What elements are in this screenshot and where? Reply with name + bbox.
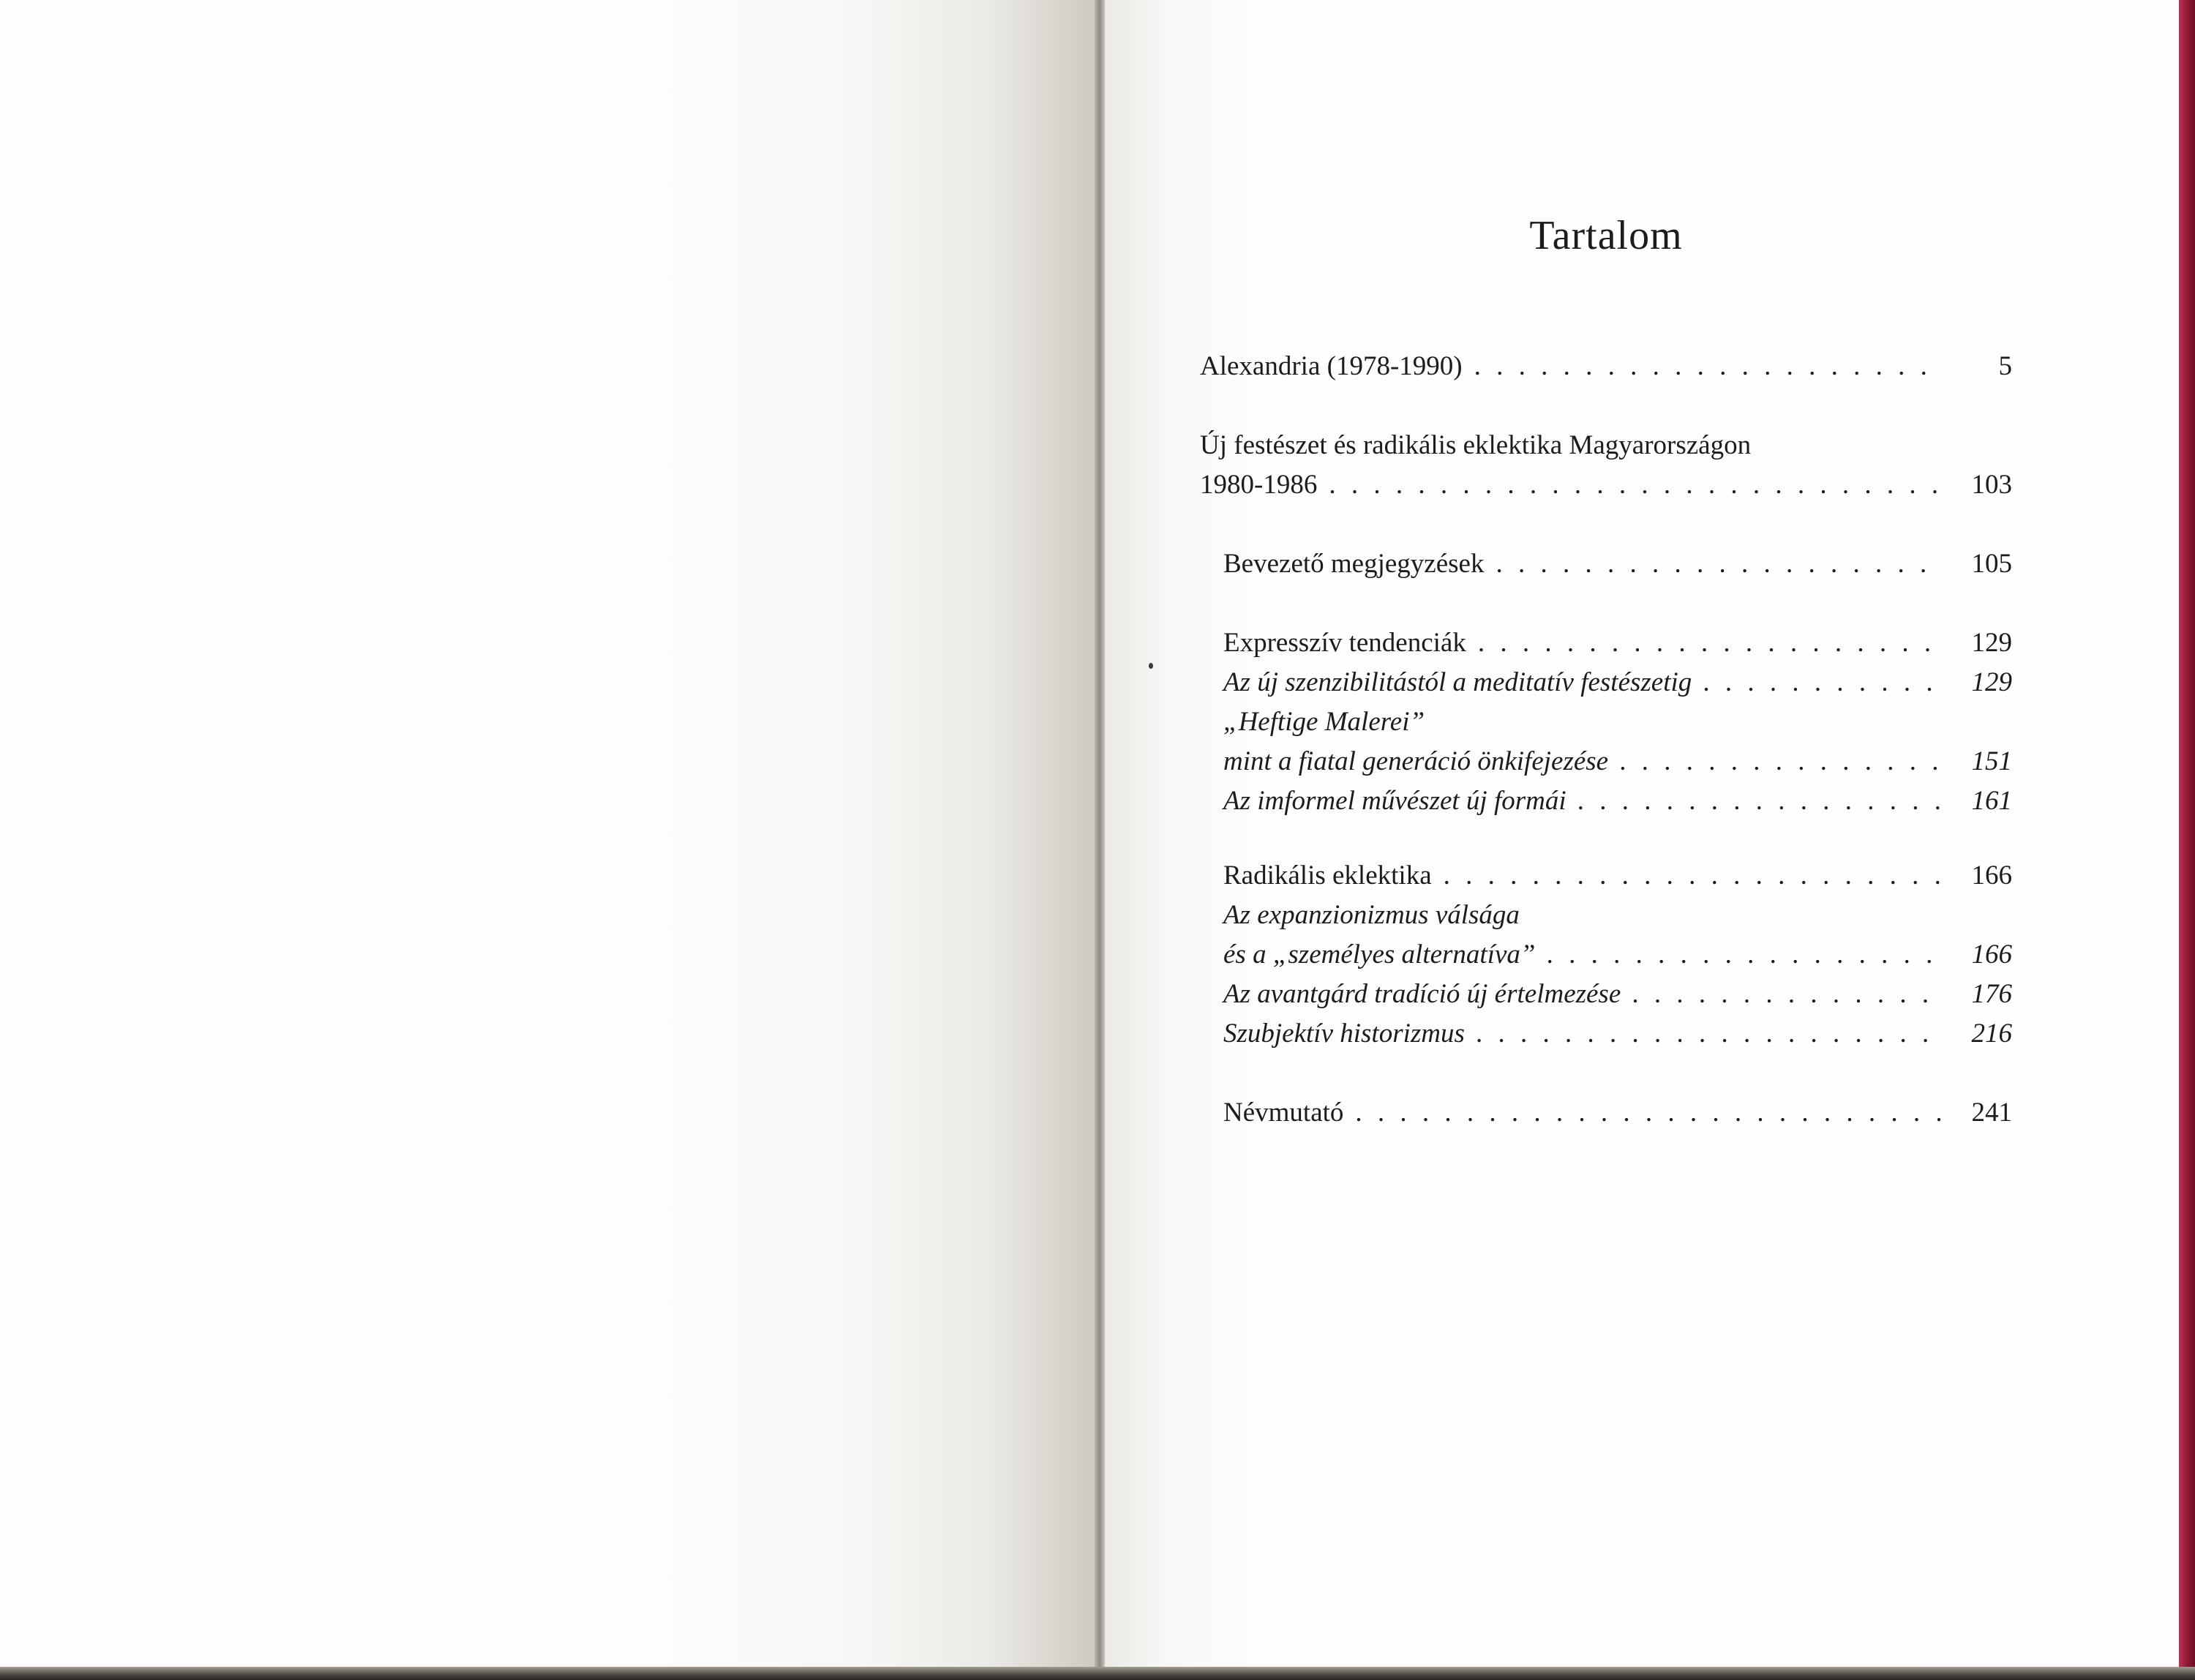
dot-leader	[1477, 1014, 1942, 1054]
entry-label: Expresszív tendenciák	[1223, 628, 1466, 658]
left-page-blank	[0, 0, 1098, 1668]
toc-entry-heftige	[1200, 742, 2012, 781]
page-number: 129	[1971, 628, 2012, 658]
entry-label: Névmutató	[1223, 1098, 1344, 1128]
book-gutter	[1095, 0, 1105, 1668]
dot-leader	[1444, 856, 1942, 896]
cover-edge	[2179, 0, 2195, 1680]
dot-leader	[1578, 781, 1942, 821]
toc-entry-radikalis	[1200, 856, 2012, 896]
ink-mark	[1149, 663, 1153, 669]
page-title: Tartalom	[1529, 213, 1683, 258]
entry-label: Az avantgárd tradíció új értelmezése	[1223, 979, 1621, 1009]
dot-leader	[1478, 623, 1942, 663]
toc-entry-expanzionizmus	[1200, 935, 2012, 975]
toc-entry-avantgard	[1200, 975, 2012, 1014]
page-number: 105	[1971, 549, 2012, 579]
dot-leader	[1496, 544, 1942, 584]
entry-label: Az imformel művészet új formái	[1223, 786, 1566, 816]
dot-leader	[1474, 347, 1942, 386]
entry-label: és a „személyes alternatíva”	[1223, 940, 1536, 970]
dot-leader	[1620, 742, 1942, 781]
dot-leader	[1632, 975, 1942, 1014]
toc-entry-alexandria	[1200, 347, 2012, 386]
page-number: 161	[1971, 786, 2012, 816]
toc-entry-szenzibilitas	[1200, 663, 2012, 702]
toc-entry-szubjektiv	[1200, 1014, 2012, 1054]
dot-leader	[1703, 663, 1942, 702]
toc-entry-nevmutato	[1200, 1093, 2012, 1133]
page-number: 151	[1971, 746, 2012, 776]
entry-label: Radikális eklektika	[1223, 860, 1432, 890]
toc-entry-expressziv	[1200, 623, 2012, 663]
entry-label-line: Új festészet és radikális eklektika Magyarországon	[1200, 430, 1752, 460]
page-number: 241	[1971, 1098, 2012, 1128]
entry-label-line: Az expanzionizmus válsága	[1223, 900, 1520, 930]
entry-label: 1980-1986	[1200, 470, 1318, 500]
entry-label-line: „Heftige Malerei”	[1223, 707, 1425, 737]
entry-label: Az új szenzibilitástól a meditatív festészetig	[1223, 667, 1692, 697]
entry-label: Bevezető megjegyzések	[1223, 549, 1485, 579]
page-number: 5	[1998, 351, 2012, 381]
entry-label: Szubjektív historizmus	[1223, 1019, 1465, 1049]
page-number: 176	[1971, 979, 2012, 1009]
toc-entry-imformel	[1200, 781, 2012, 821]
dot-leader	[1329, 465, 1942, 505]
entry-label: mint a fiatal generáció önkifejezése	[1223, 746, 1609, 776]
toc-entry-bevezeto	[1200, 544, 2012, 584]
page-number: 166	[1971, 940, 2012, 970]
page-number: 103	[1971, 470, 2012, 500]
dot-leader	[1547, 935, 1942, 975]
dot-leader	[1355, 1093, 1942, 1133]
bottom-edge	[0, 1667, 2195, 1680]
toc-entry-uj-festeszet	[1200, 465, 2012, 505]
page-number: 216	[1971, 1019, 2012, 1049]
table-of-contents	[1200, 212, 2012, 1133]
page-number: 129	[1971, 667, 2012, 697]
page-number: 166	[1971, 860, 2012, 890]
entry-label: Alexandria (1978-1990)	[1200, 351, 1463, 381]
